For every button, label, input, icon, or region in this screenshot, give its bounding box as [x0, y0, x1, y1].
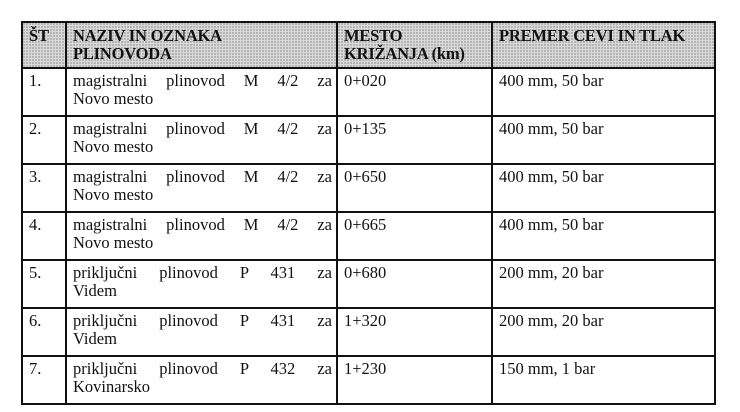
cell-pipeline-name: [66, 212, 337, 260]
cell-pipeline-name-line1: priključni plinovod P 432 za: [73, 359, 332, 378]
table-row: [22, 116, 715, 164]
header-name-line2: PLINOVODA: [73, 44, 172, 63]
cell-pipeline-name: [66, 260, 337, 308]
cell-pipeline-name-line2: Novo mesto: [73, 185, 154, 204]
cell-number: 1.: [22, 68, 66, 116]
pipeline-crossings-table: [21, 21, 716, 405]
pipeline-crossings-table-wrapper: [21, 21, 714, 405]
cell-pipeline-name-line2: Videm: [73, 329, 117, 348]
cell-pipeline-name-line2: Novo mesto: [73, 233, 154, 252]
cell-pipeline-name-line1: priključni plinovod P 431 za: [73, 311, 332, 330]
cell-diameter-pressure: 400 mm, 50 bar: [492, 68, 715, 116]
header-name: [66, 22, 337, 68]
cell-pipeline-name-line2: Videm: [73, 281, 117, 300]
cell-diameter-pressure: 400 mm, 50 bar: [492, 116, 715, 164]
cell-pipeline-name-line2: Kovinarsko: [73, 377, 150, 396]
header-number: ŠT: [22, 22, 66, 68]
cell-pipeline-name: [66, 68, 337, 116]
cell-diameter-pressure: 150 mm, 1 bar: [492, 356, 715, 404]
cell-crossing-location: 0+650: [337, 164, 492, 212]
cell-diameter-pressure: 400 mm, 50 bar: [492, 164, 715, 212]
cell-diameter-pressure: 200 mm, 20 bar: [492, 260, 715, 308]
cell-pipeline-name-line1: magistralni plinovod M 4/2 za: [73, 215, 332, 234]
table-row: [22, 260, 715, 308]
header-location-line1: MESTO: [344, 26, 403, 45]
cell-crossing-location: 1+230: [337, 356, 492, 404]
table-row: [22, 164, 715, 212]
cell-crossing-location: 0+020: [337, 68, 492, 116]
header-diameter-pressure: PREMER CEVI IN TLAK: [492, 22, 715, 68]
header-location-line2: KRIŽANJA (km): [344, 44, 465, 63]
cell-diameter-pressure: 400 mm, 50 bar: [492, 212, 715, 260]
cell-pipeline-name: [66, 164, 337, 212]
cell-number: 7.: [22, 356, 66, 404]
cell-pipeline-name: [66, 308, 337, 356]
table-header-row: [22, 22, 715, 68]
cell-number: 4.: [22, 212, 66, 260]
cell-pipeline-name: [66, 356, 337, 404]
table-row: [22, 68, 715, 116]
header-location: [337, 22, 492, 68]
cell-crossing-location: 0+135: [337, 116, 492, 164]
table-body: [22, 68, 715, 404]
cell-pipeline-name-line2: Novo mesto: [73, 137, 154, 156]
cell-pipeline-name-line1: magistralni plinovod M 4/2 za: [73, 71, 332, 90]
cell-number: 5.: [22, 260, 66, 308]
cell-pipeline-name-line1: magistralni plinovod M 4/2 za: [73, 167, 332, 186]
table-row: [22, 308, 715, 356]
cell-pipeline-name-line1: magistralni plinovod M 4/2 za: [73, 119, 332, 138]
table-row: [22, 212, 715, 260]
cell-pipeline-name-line2: Novo mesto: [73, 89, 154, 108]
cell-number: 2.: [22, 116, 66, 164]
cell-number: 6.: [22, 308, 66, 356]
cell-pipeline-name: [66, 116, 337, 164]
cell-diameter-pressure: 200 mm, 20 bar: [492, 308, 715, 356]
cell-number: 3.: [22, 164, 66, 212]
cell-crossing-location: 0+680: [337, 260, 492, 308]
cell-crossing-location: 1+320: [337, 308, 492, 356]
table-row: [22, 356, 715, 404]
cell-pipeline-name-line1: priključni plinovod P 431 za: [73, 263, 332, 282]
cell-crossing-location: 0+665: [337, 212, 492, 260]
header-name-line1: NAZIV IN OZNAKA: [73, 26, 222, 45]
